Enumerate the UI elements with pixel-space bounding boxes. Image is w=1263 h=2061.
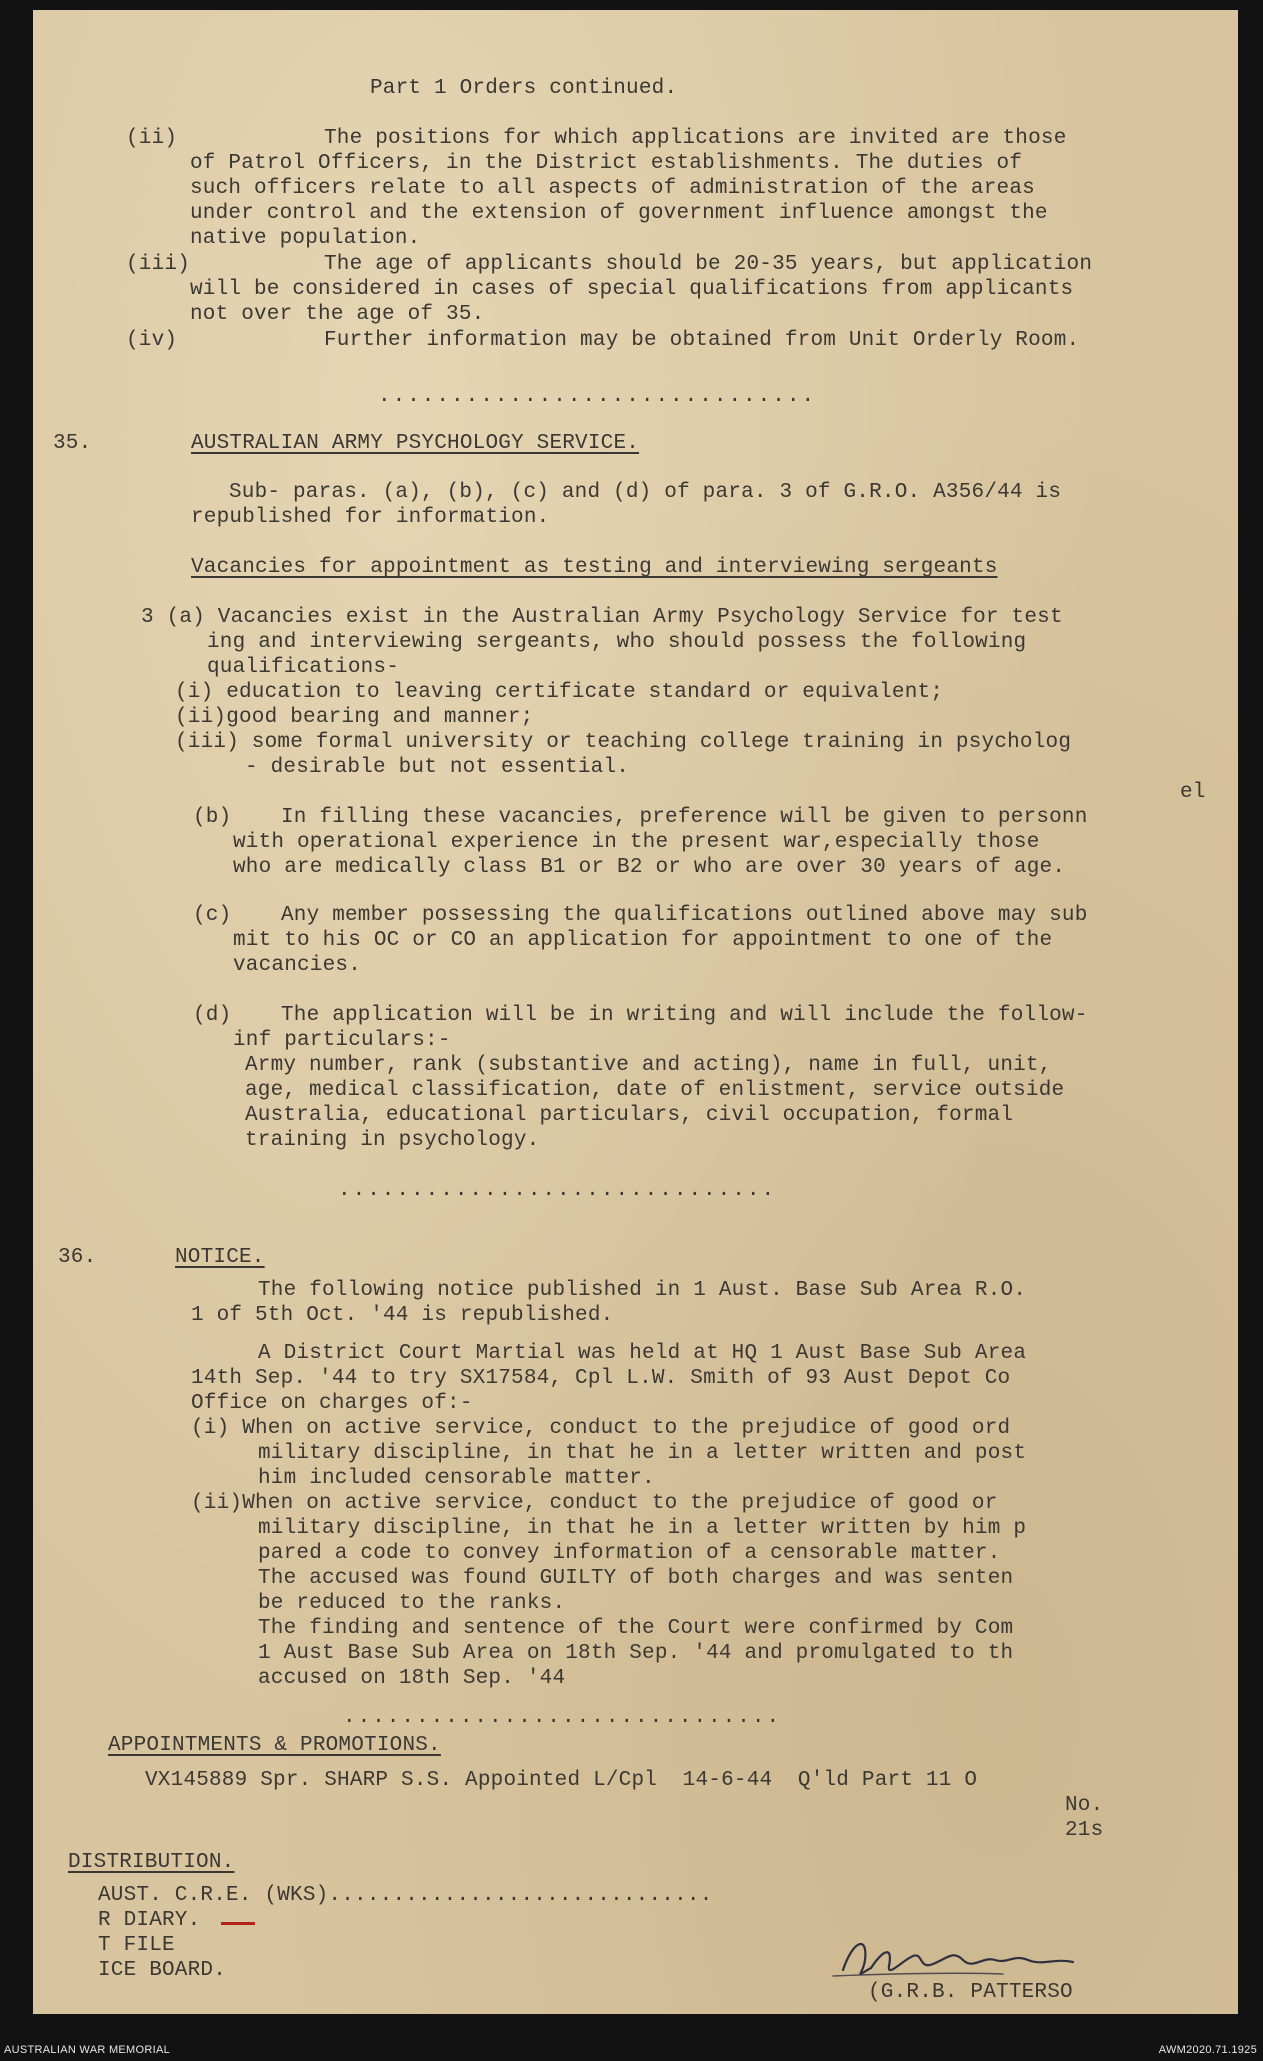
red-pencil-mark: [221, 1922, 255, 1925]
text-line: Australia, educational particulars, civil occupation, formal: [245, 1104, 1014, 1127]
footer-reference: AWM2020.71.1925: [1158, 2044, 1257, 2056]
text-line: age, medical classification, date of enlistment, service outside: [245, 1079, 1065, 1102]
text-line: The finding and sentence of the Court were confirmed by Com: [258, 1617, 1014, 1640]
para-number: (ii): [126, 127, 178, 150]
text-line: The positions for which applications are invited are those: [324, 127, 1067, 150]
text-line: mit to his OC or CO an application for appointment to one of the: [233, 929, 1053, 952]
text-line: not over the age of 35.: [190, 303, 485, 326]
text-line: The application will be in writing and will include the follow-: [281, 1004, 1088, 1027]
footer-credit: AUSTRALIAN WAR MEMORIAL: [4, 2044, 171, 2056]
para-number: (iii): [126, 253, 191, 276]
distribution-item: R DIARY.: [98, 1909, 201, 1932]
text-line: The following notice published in 1 Aust. Base Sub Area R.O.: [258, 1279, 1027, 1302]
text-line: 1 Aust Base Sub Area on 18th Sep. '44 and promulgated to th: [258, 1642, 1014, 1665]
text-line: 1 of 5th Oct. '44 is republished.: [191, 1304, 614, 1327]
text-line: Any member possessing the qualifications outlined above may sub: [281, 904, 1088, 927]
text-line: Sub- paras. (a), (b), (c) and (d) of para. 3 of G.R.O. A356/44 is: [229, 481, 1062, 504]
text-line: military discipline, in that he in a letter written and post: [258, 1442, 1027, 1465]
margin-note: el: [1180, 781, 1206, 804]
subpara-label: (b): [193, 806, 232, 829]
text-line: be reduced to the ranks.: [258, 1592, 566, 1615]
list-item: (ii)good bearing and manner;: [175, 706, 534, 729]
text-line: native population.: [190, 227, 421, 250]
text-line: military discipline, in that he in a letter written by him p: [258, 1517, 1027, 1540]
text-line: The accused was found GUILTY of both charges and was senten: [258, 1567, 1014, 1590]
text-line: under control and the extension of government influence amongst the: [190, 202, 1048, 225]
signatory-name: (G.R.B. PATTERSO: [868, 1981, 1073, 2004]
list-item: (iii) some formal university or teaching college training in psycholog: [175, 731, 1072, 754]
section-separator: ..............................: [378, 385, 817, 408]
subpara-label: (c): [193, 904, 232, 927]
text-line: republished for information.: [191, 506, 550, 529]
text-line: qualifications-: [207, 656, 400, 679]
text-line: In filling these vacancies, preference will be given to personn: [281, 806, 1088, 829]
text-line: pared a code to convey information of a censorable matter.: [258, 1542, 1001, 1565]
text-line: The age of applicants should be 20-35 years, but application: [324, 253, 1093, 276]
section-separator: ..............................: [343, 1706, 782, 1729]
text-line: will be considered in cases of special qualifications from applicants: [190, 278, 1074, 301]
text-line: Office on charges of:-: [191, 1392, 473, 1415]
list-item: (ii)When on active service, conduct to the prejudice of good or: [191, 1492, 998, 1515]
subpara-label: (d): [193, 1004, 232, 1027]
text-line: ing and interviewing sergeants, who should possess the following: [207, 631, 1027, 654]
para-number: (iv): [126, 329, 178, 352]
text-line: Further information may be obtained from Unit Orderly Room.: [324, 329, 1080, 352]
page-heading: Part 1 Orders continued.: [370, 77, 678, 100]
text-line: training in psychology.: [245, 1129, 540, 1152]
text-line: Army number, rank (substantive and acting), name in full, unit,: [245, 1054, 1052, 1077]
text-line: A District Court Martial was held at HQ 1 Aust Base Sub Area: [258, 1342, 1027, 1365]
text-line: - desirable but not essential.: [245, 756, 630, 779]
subheading: Vacancies for appointment as testing and interviewing sergeants: [191, 556, 998, 579]
appointments-heading: APPOINTMENTS & PROMOTIONS.: [108, 1734, 441, 1757]
text-line: 14th Sep. '44 to try SX17584, Cpl L.W. Smith of 93 Aust Depot Co: [191, 1367, 1011, 1390]
text-line: of Patrol Officers, in the District establishments. The duties of: [190, 152, 1023, 175]
text-line: accused on 18th Sep. '44: [258, 1667, 566, 1690]
text-line: with operational experience in the present war,especially those: [233, 831, 1040, 854]
list-item: (i) education to leaving certificate standard or equivalent;: [175, 681, 944, 704]
document-page: [33, 10, 1238, 2014]
text-line: such officers relate to all aspects of administration of the areas: [190, 177, 1035, 200]
text-line: inf particulars:-: [233, 1029, 451, 1052]
distribution-item: T FILE: [98, 1934, 175, 1957]
section-separator: ..............................: [338, 1179, 777, 1202]
section-title: NOTICE.: [175, 1246, 265, 1269]
section-number: 35.: [53, 432, 92, 455]
text-line: No.: [1065, 1794, 1104, 1817]
text-line: 21s: [1065, 1819, 1104, 1842]
text-line: who are medically class B1 or B2 or who are over 30 years of age.: [233, 856, 1066, 879]
section-title: AUSTRALIAN ARMY PSYCHOLOGY SERVICE.: [191, 432, 640, 455]
text-line: 3 (a) Vacancies exist in the Australian Army Psychology Service for test: [141, 606, 1063, 629]
text-line: vacancies.: [233, 954, 362, 977]
section-number: 36.: [58, 1246, 97, 1269]
distribution-item: ICE BOARD.: [98, 1959, 227, 1982]
list-item: (i) When on active service, conduct to the prejudice of good ord: [191, 1417, 1011, 1440]
text-line: him included censorable matter.: [258, 1467, 655, 1490]
distribution-heading: DISTRIBUTION.: [68, 1851, 235, 1874]
appointment-entry: VX145889 Spr. SHARP S.S. Appointed L/Cpl 14-6-44 Q'ld Part 11 O: [145, 1769, 978, 1792]
distribution-item: AUST. C.R.E. (WKS)..............................: [98, 1884, 713, 1907]
